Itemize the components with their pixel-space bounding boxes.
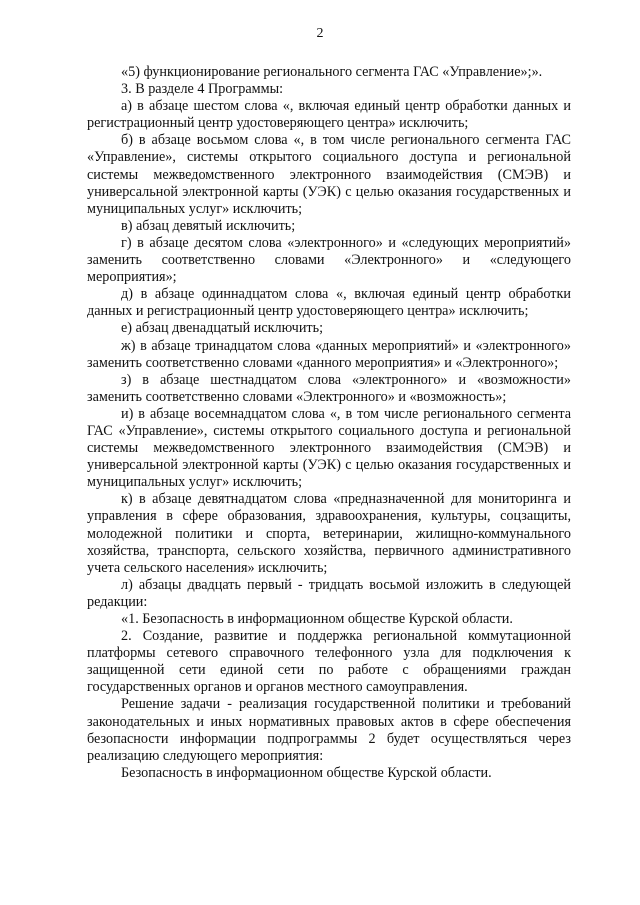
paragraph-a: а) в абзаце шестом слова «, включая единый центр обработки данных и регистрационный центр удостоверяющего центра» исключить; xyxy=(87,98,571,132)
new-item-1: «1. Безопасность в информационном обществе Курской области. xyxy=(121,611,513,627)
paragraph-k: к) в абзаце девятнадцатом слова «предназначенной для мониторинга и управления в сфере образования, здравоохранения, культуры, соцзащиты, молодежной политики и спорта, ветеринарии, жилищно-коммунального хозяйства, транспорта, сельского хозяйства, первичного административного учета сельского населения» исключить; xyxy=(87,491,571,576)
paragraph-zh: ж) в абзаце тринадцатом слова «данных мероприятий» и «электронного» заменить соответственно словами «данного мероприятия» и «Электронного»; xyxy=(87,337,571,371)
document-body xyxy=(87,64,571,782)
new-item-2: 2. Создание, развитие и поддержка региональной коммутационной платформы сетевого справочного телефонного узла для подключения к защищенной сети единой сети по работе с обращениями граждан государственных органов и органов местного самоуправления. xyxy=(87,628,571,696)
paragraph-i: и) в абзаце восемнадцатом слова «, в том числе регионального сегмента ГАС «Управление», системы открытого социального доступа и региональной системы межведомственного электронного взаимодействия (СМЭВ) и универсальной электронной карты (УЭК) с целью оказания государственных и муниципальных услуг» исключить; xyxy=(87,405,571,491)
page-number: 2 xyxy=(316,26,324,41)
measure-paragraph: Безопасность в информационном обществе Курской области. xyxy=(121,764,492,781)
paragraph-e: е) абзац двенадцатый исключить; xyxy=(121,320,324,337)
paragraph-item-5: «5) функционирование регионального сегмента ГАС «Управление»;». xyxy=(121,64,543,80)
paragraph-d: д) в абзаце одиннадцатом слова «, включая единый центр обработки данных и регистрационный центр удостоверяющего центра» исключить; xyxy=(87,286,571,320)
section-4-heading: 3. В разделе 4 Программы: xyxy=(121,81,284,98)
paragraph-z: з) в абзаце шестнадцатом слова «электронного» и «возможности» заменить соответственно словами «Электронного» и «возможность»; xyxy=(87,371,571,405)
paragraph-l: л) абзацы двадцать первый - тридцать восьмой изложить в следующей редакции: xyxy=(87,576,571,610)
paragraph-g: г) в абзаце десятом слова «электронного» и «следующих мероприятий» заменить соответственно словами «Электронного» и «следующего мероприятия»; xyxy=(87,234,571,286)
task-solution-paragraph: Решение задачи - реализация государственной политики и требований законодательных и иных нормативных правовых актов в сфере обеспечения безопасности информации подпрограммы 2 будет осуществляться через реализацию следующего мероприятия: xyxy=(87,696,571,764)
paragraph-b: б) в абзаце восьмом слова «, в том числе регионального сегмента ГАС «Управление», системы открытого социального доступа и региональной системы межведомственного электронного взаимодействия (СМЭВ) и универсальной электронной карты (УЭК) с целью оказания государственных и муниципальных услуг» исключить; xyxy=(87,132,571,217)
paragraph-v: в) абзац девятый исключить; xyxy=(121,217,296,234)
